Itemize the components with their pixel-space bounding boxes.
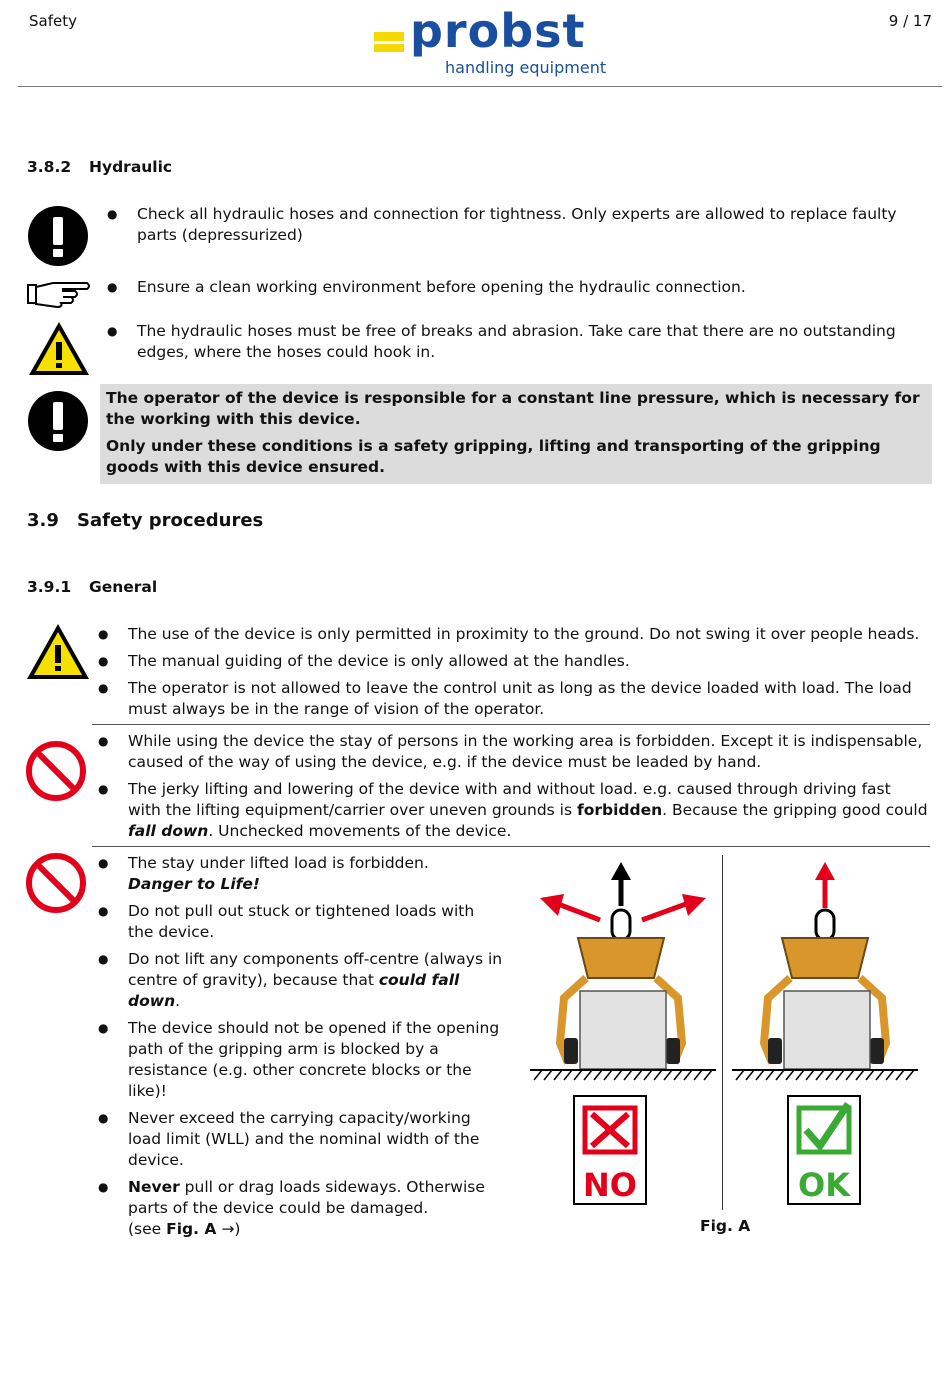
text-run: The jerky lifting and lowering of the device with and without load. e.g. caused through driving fast with the lifting equipment/carrier over uneven grounds is [128,780,891,819]
logo-mark-top [374,32,404,41]
list-item [98,779,928,842]
text-bold: Never [128,1178,180,1196]
text-bold: forbidden [576,801,663,819]
text-run: Do not lift any components off-centre (always in centre of gravity), because that [128,950,503,989]
text-bold-italic: Danger to Life! [128,875,260,893]
general-list-3 [98,853,503,1246]
text-bold-italic: fall down [128,822,209,840]
header-section: Safety [29,12,77,30]
gripper-vertical-lift-illustration [730,858,920,1208]
text-run: pull or drag loads sideways. Otherwise parts of the device could be damaged. [128,1178,485,1217]
hydraulic-list-3 [107,321,907,369]
section-title: Hydraulic [89,158,173,176]
list-item: ● Do not pull out stuck or tightened loads with the device. [98,901,503,943]
note-paragraph: The operator of the device is responsible for a constant line pressure, which is necessary for the working with this device. [106,389,920,428]
figure-caption: Fig. A [700,1217,751,1235]
list-item: ● Never exceed the carrying capacity/working load limit (WLL) and the nominal width of the device. [98,1108,503,1171]
warning-triangle-icon [25,622,91,682]
divider [92,724,930,725]
section-title: General [89,578,158,596]
operator-note-box [100,384,932,484]
ok-label: OK [798,1166,850,1204]
logo-subtitle: handling equipment [445,58,607,77]
logo-word: probst [410,4,586,58]
text-run: . Because the gripping good could [662,801,928,819]
warning-triangle-icon [27,320,91,378]
section-title: Safety procedures [77,510,264,531]
prohibition-icon [25,852,87,914]
section-number: 3.9.1 [27,578,72,596]
list-item: ● The use of the device is only permitted in proximity to the ground. Do not swing it over people heads. [98,624,928,645]
text-bold: Fig. A [166,1220,217,1238]
text-run: . Unchecked movements of the device. [208,822,512,840]
list-item: ● While using the device the stay of persons in the working area is forbidden. Except it is indispensable, caused of the way of using the device, e.g. if the device must be leaded by hand. [98,731,928,773]
section-number: 3.8.2 [27,158,72,176]
list-item: ● The hydraulic hoses must be free of breaks and abrasion. Take care that there are no outstanding edges, where the hoses could hook in. [107,321,907,363]
list-item: ● Check all hydraulic hoses and connection for tightness. Only experts are allowed to replace faulty parts (depressurized) [107,204,907,246]
mandatory-notice-icon [27,390,89,452]
list-item: ● The manual guiding of the device is only allowed at the handles. [98,651,928,672]
divider [92,846,930,847]
page-number: 9 / 17 [888,12,932,30]
general-list-1 [98,624,928,726]
header-rule [18,86,942,87]
section-number: 3.9 [27,510,59,531]
pointing-hand-icon [27,277,93,311]
list-item: ● The operator is not allowed to leave the control unit as long as the device loaded with load. The load must always be in the range of vision of the operator. [98,678,928,720]
text-run: (see [128,1220,167,1238]
text-run: . [175,992,181,1010]
list-item [98,1177,503,1240]
mandatory-notice-icon [27,205,89,267]
general-list-2 [98,731,928,848]
list-item [98,949,503,1012]
text-bold-italic: could fall down [128,971,460,1010]
text-run: The stay under lifted load is forbidden. [128,854,429,872]
section-heading-3-8-2 [27,158,172,176]
list-item: ● Ensure a clean working environment before opening the hydraulic connection. [107,277,907,298]
list-item [98,853,503,895]
note-paragraph: Only under these conditions is a safety gripping, lifting and transporting of the gripping goods with this device ensured. [106,437,881,476]
text-run: →) [216,1220,241,1238]
hydraulic-list-1 [107,204,907,252]
section-heading-3-9 [27,510,263,531]
hydraulic-list-2 [107,277,907,304]
prohibition-icon [25,740,87,802]
figure-divider [722,855,723,1210]
section-heading-3-9-1 [27,578,157,596]
no-label: NO [583,1166,637,1204]
list-item: ● The device should not be opened if the opening path of the gripping arm is blocked by a resistance (e.g. other concrete blocks or the like)! [98,1018,503,1102]
gripper-side-pull-illustration [528,858,718,1208]
logo-mark-bottom [374,44,404,52]
